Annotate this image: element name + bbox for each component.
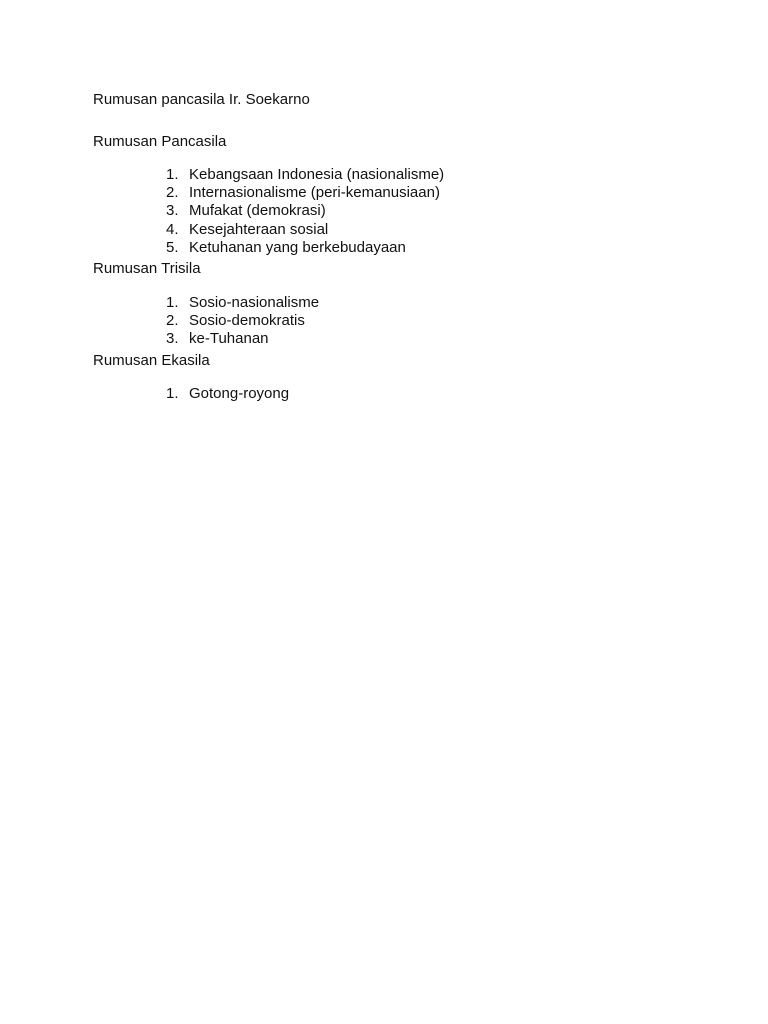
section-heading: Rumusan Pancasila <box>93 133 227 150</box>
list-item <box>166 184 766 202</box>
list-item-number: 2. <box>166 312 179 330</box>
section-heading: Rumusan Trisila <box>93 260 201 277</box>
section-pancasila <box>93 133 693 257</box>
list-item-text: Gotong-royong <box>189 385 290 402</box>
list-item-number: 1. <box>166 385 179 402</box>
section-heading: Rumusan Ekasila <box>93 352 210 369</box>
list-item-text: Internasionalisme (peri-kemanusiaan) <box>189 184 440 202</box>
list-item-text: Kebangsaan Indonesia (nasionalisme) <box>189 166 445 183</box>
list-item-number: 5. <box>166 238 179 256</box>
list-item <box>166 166 766 184</box>
list-item-text: Ketuhanan yang berkebudayaan <box>189 238 406 256</box>
list-item-number: 1. <box>166 294 179 311</box>
section-ekasila <box>93 352 693 403</box>
list-item-text: ke-Tuhanan <box>189 330 269 348</box>
list-item <box>166 385 766 403</box>
list-item-number: 3. <box>166 202 179 220</box>
list-item <box>166 239 766 257</box>
list-item-number: 1. <box>166 166 179 183</box>
list-item-text: Sosio-demokratis <box>189 312 305 330</box>
list-item <box>166 202 766 220</box>
section-trisila <box>93 260 693 349</box>
list-item-number: 4. <box>166 220 179 238</box>
numbered-list <box>166 294 766 349</box>
list-item-number: 2. <box>166 184 179 202</box>
list-item-text: Mufakat (demokrasi) <box>189 202 326 220</box>
list-item <box>166 330 766 348</box>
list-item <box>166 294 766 312</box>
numbered-list <box>166 166 766 257</box>
list-item <box>166 221 766 239</box>
list-item-text: Sosio-nasionalisme <box>189 294 320 311</box>
numbered-list <box>166 385 766 403</box>
list-item-number: 3. <box>166 330 179 348</box>
list-item-text: Kesejahteraan sosial <box>189 220 329 238</box>
document-title: Rumusan pancasila Ir. Soekarno <box>93 91 310 108</box>
list-item <box>166 312 766 330</box>
